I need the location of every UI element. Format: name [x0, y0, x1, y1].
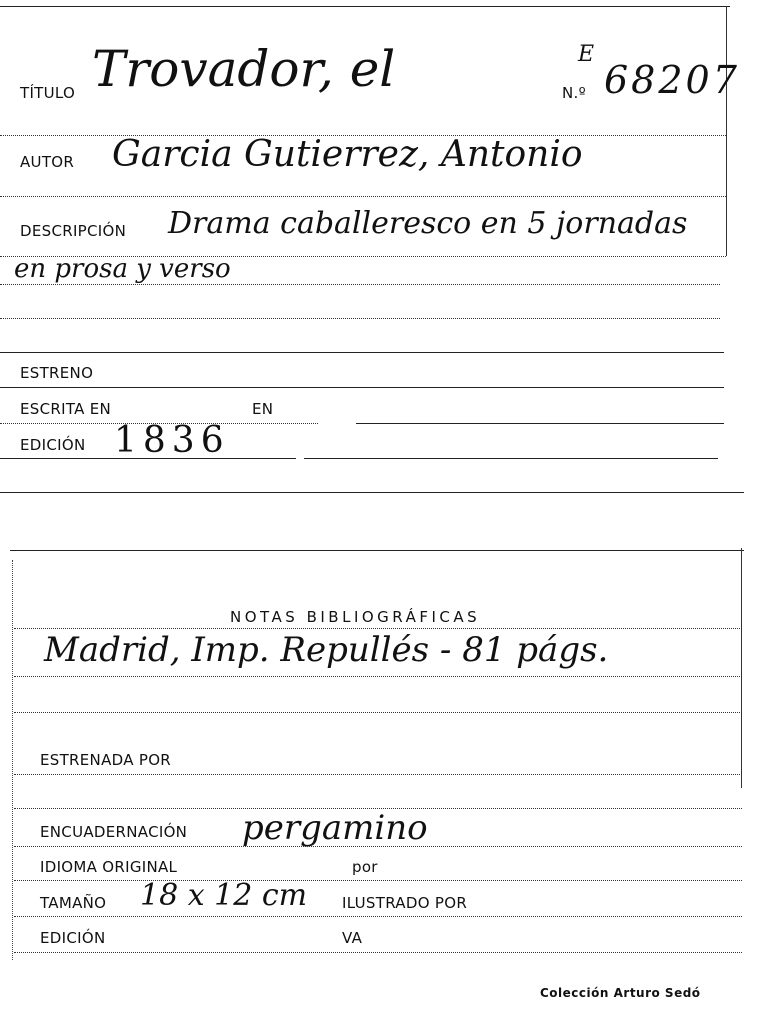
coleccion-credit: Colección Arturo Sedó	[540, 986, 701, 1000]
tamano-line	[14, 916, 742, 917]
autor-label: AUTOR	[20, 153, 75, 171]
idioma-original-label: IDIOMA ORIGINAL	[40, 858, 178, 876]
edicion2-label: EDICIÓN	[40, 929, 106, 947]
titulo-value: Trovador, el	[92, 40, 396, 98]
estrenada-por-label: ESTRENADA POR	[40, 751, 172, 769]
estreno-line	[0, 387, 724, 388]
descripcion-line4	[0, 352, 724, 353]
card-bottom-edge	[0, 492, 744, 493]
card-right-edge	[726, 6, 727, 256]
descripcion-value-line1: Drama caballeresco en 5 jornadas	[168, 206, 688, 241]
edicion-line-left	[0, 458, 296, 459]
en-line	[356, 423, 724, 424]
autor-value: Garcia Gutierrez, Antonio	[112, 134, 583, 175]
descripcion-value-line2: en prosa y verso	[14, 254, 231, 284]
notas-line2	[14, 676, 742, 677]
card2-right-edge	[741, 548, 742, 788]
card-top-edge	[0, 6, 730, 7]
escrita-en-label: ESCRITA EN	[20, 400, 112, 418]
encuadernacion-line	[14, 846, 742, 847]
va-label: VA	[342, 929, 363, 947]
por-label: por	[352, 858, 378, 876]
edicion-value: 1836	[114, 420, 230, 461]
ilustrado-por-label: ILUSTRADO POR	[342, 894, 468, 912]
autor-line	[0, 196, 726, 197]
estreno-label: ESTRENO	[20, 364, 94, 382]
tamano-value: 18 x 12 cm	[140, 878, 308, 913]
notas-value: Madrid, Imp. Repullés - 81 págs.	[44, 630, 609, 670]
card2-left-edge	[12, 560, 13, 960]
descripcion-line3	[0, 318, 720, 319]
edicion-label: EDICIÓN	[20, 436, 86, 454]
descripcion-line2	[0, 284, 720, 285]
numero-value: 68207	[604, 58, 740, 102]
notas-line3	[14, 712, 742, 713]
en-label: EN	[252, 400, 274, 418]
numero-prefix: E	[578, 42, 595, 67]
descripcion-label: DESCRIPCIÓN	[20, 222, 127, 240]
card2-top-edge	[10, 550, 744, 551]
notas-line1	[14, 628, 742, 629]
titulo-label: TÍTULO	[20, 84, 76, 102]
encuadernacion-label: ENCUADERNACIÓN	[40, 823, 188, 841]
notas-heading: NOTAS BIBLIOGRÁFICAS	[230, 608, 481, 626]
numero-label: N.º	[562, 84, 586, 102]
estrenada-por-line	[14, 774, 742, 775]
idioma-line	[14, 880, 742, 881]
edicion2-line	[14, 952, 742, 953]
encuadernacion-value: pergamino	[242, 808, 428, 848]
tamano-label: TAMAÑO	[40, 894, 107, 912]
edicion-line-right	[304, 458, 718, 459]
